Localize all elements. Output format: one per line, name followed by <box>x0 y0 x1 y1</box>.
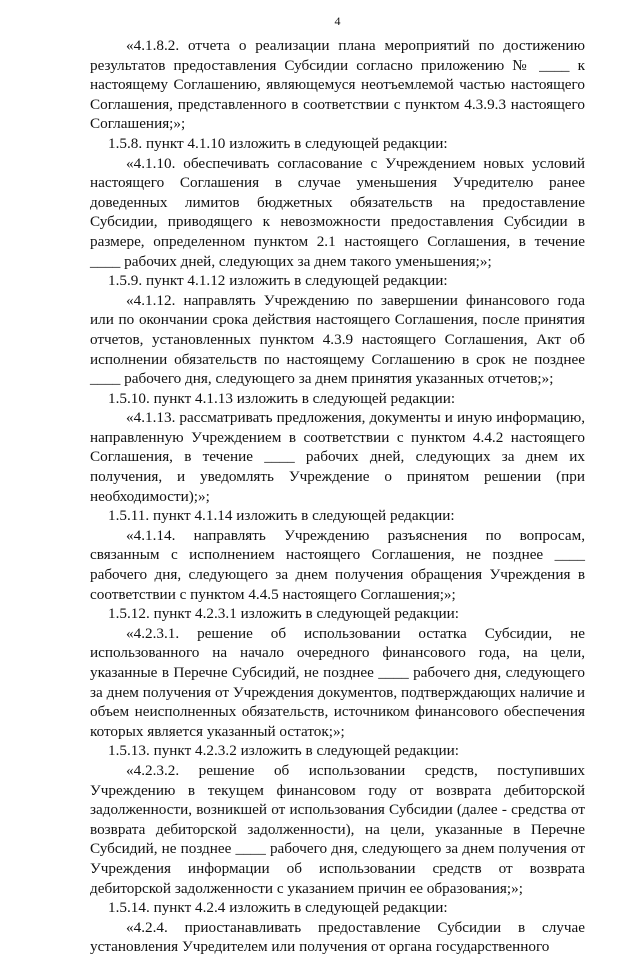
clause-text: «4.2.4. приостанавливать предоставление Субсидии в случае установления Учредителем или получения от органа государственного <box>90 918 585 956</box>
document-body <box>90 36 585 957</box>
amendment-heading: 1.5.9. пункт 4.1.12 изложить в следующей редакции: <box>108 272 448 290</box>
amendment-heading: 1.5.14. пункт 4.2.4 изложить в следующей редакции: <box>108 899 448 917</box>
clause-text: «4.1.14. направлять Учреждению разъяснения по вопросам, связанным с исполнением настоящего Соглашения, не позднее ____ рабочего дня, следующего за днем получения обращения Учреждения в соответствии с пунктом 4.4.5 настоящего Соглашения;»; <box>90 526 585 603</box>
clause-text: «4.1.10. обеспечивать согласование с Учреждением новых условий настоящего Соглашения в случае уменьшения Учредителю ранее доведенных лимитов бюджетных обязательств на предоставление Субсидии, приводящего к невозможности предоставления Субсидии в размере, определенном пунктом 2.1 настоящего Соглашения, в течение ____ рабочих дней, следующих за днем такого уменьшения;»; <box>90 154 585 270</box>
amendment-heading: 1.5.8. пункт 4.1.10 изложить в следующей редакции: <box>108 134 448 152</box>
amendment-heading: 1.5.13. пункт 4.2.3.2 изложить в следующей редакции: <box>108 742 459 760</box>
clause-text: «4.1.13. рассматривать предложения, документы и иную информацию, направленную Учреждением в соответствии с пунктом 4.4.2 настоящего Соглашения, в течение ____ рабочих дней, следующих за днем их получения, и уведомлять Учреждение о принятом решении (при необходимости);»; <box>90 409 585 505</box>
clause-text: «4.2.3.2. решение об использовании средств, поступивших Учреждению в текущем финансовом году от возврата дебиторской задолженности, возникшей от использования Субсидии (далее - средства от возврата дебиторской задолженности), на цели, указанные в Перечне Субсидий, не позднее ____ рабочего дня, следующего за днем получения от Учреждения информации об использовании средств от возврата дебиторской задолженности с указанием причин ее образования;»; <box>90 761 585 897</box>
amendment-heading: 1.5.11. пункт 4.1.14 изложить в следующей редакции: <box>108 507 455 525</box>
amendment-heading: 1.5.12. пункт 4.2.3.1 изложить в следующей редакции: <box>108 605 459 623</box>
page-number: 4 <box>334 14 341 28</box>
clause-text: «4.1.12. направлять Учреждению по завершении финансового года или по окончании срока действия настоящего Соглашения, после принятия отчетов, установленных пунктом 4.3.9 настоящего Соглашения, Акт об исполнении обязательств по настоящему Соглашению в срок не позднее ____ рабочего дня, следующего за днем принятия указанных отчетов;»; <box>90 291 585 388</box>
clause-text: «4.2.3.1. решение об использовании остатка Субсидии, не использованного на начало очередного финансового года, на цели, указанные в Перечне Субсидий, не позднее ____ рабочего дня, следующего за днем получения от Учреждения документов, подтверждающих наличие и объем неисполненных обязательств, источником финансового обеспечения которых является указанный остаток;»; <box>90 624 585 740</box>
amendment-heading: 1.5.10. пункт 4.1.13 изложить в следующей редакции: <box>108 389 456 407</box>
clause-text: «4.1.8.2. отчета о реализации плана мероприятий по достижению результатов предоставления Субсидии согласно приложению № ____ к настоящему Соглашению, являющемуся неотъемлемой частью настоящего Соглашения, представленного в соответствии с пунктом 4.3.9.3 настоящего Соглашения;»; <box>90 37 585 133</box>
